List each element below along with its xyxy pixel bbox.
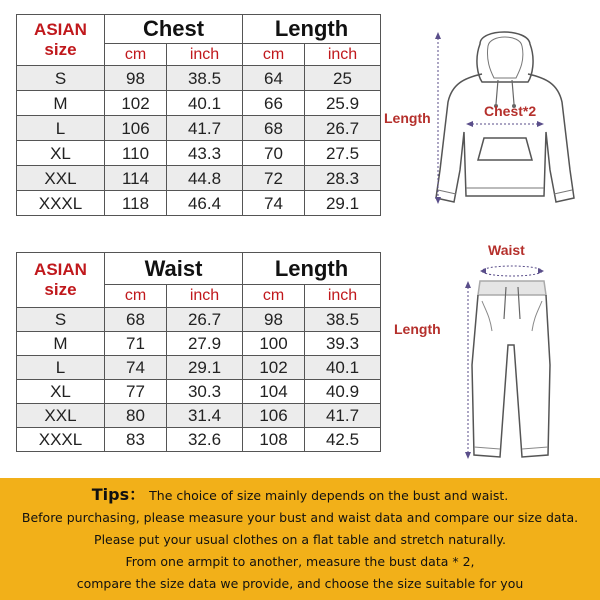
tips-line-3: Please put your usual clothes on a flat table and stretch naturally. [94, 532, 506, 547]
chest-header: Chest [105, 15, 243, 44]
size-name: L [17, 356, 105, 380]
tips-panel [0, 478, 600, 600]
chest-inch: 41.7 [167, 116, 243, 141]
pants-illustration [380, 235, 600, 475]
pants-size-table [16, 252, 381, 452]
unit-inch: inch [167, 44, 243, 66]
length-inch: 25.9 [305, 91, 381, 116]
tips-line-1 [0, 484, 600, 507]
asian-label: ASIAN [34, 260, 87, 279]
waist-inch: 26.7 [167, 308, 243, 332]
size-name: XXXL [17, 428, 105, 452]
table-row [17, 141, 381, 166]
unit-inch: inch [305, 44, 381, 66]
size-name: M [17, 332, 105, 356]
length-cm: 70 [243, 141, 305, 166]
unit-cm: cm [105, 285, 167, 308]
waist-cm: 80 [105, 404, 167, 428]
table-row [17, 166, 381, 191]
unit-cm: cm [243, 44, 305, 66]
pants-waist-label: Waist [488, 242, 525, 258]
chest-cm: 106 [105, 116, 167, 141]
size-label: size [44, 280, 77, 299]
tips-text-1: The choice of size mainly depends on the bust and waist. [149, 488, 509, 503]
table-row [17, 380, 381, 404]
length-inch: 42.5 [305, 428, 381, 452]
asian-label: ASIAN [34, 20, 87, 39]
chest-inch: 46.4 [167, 191, 243, 216]
waist-inch: 31.4 [167, 404, 243, 428]
hoodie-illustration [380, 20, 600, 220]
chest-cm: 98 [105, 66, 167, 91]
size-label: size [44, 40, 77, 59]
length-cm: 98 [243, 308, 305, 332]
table-row [17, 191, 381, 216]
size-name: XL [17, 380, 105, 404]
tips-line-2: Before purchasing, please measure your bust and waist data and compare our size data. [21, 510, 579, 525]
table-row [17, 428, 381, 452]
waist-header: Waist [105, 253, 243, 285]
length-cm: 106 [243, 404, 305, 428]
length-cm: 102 [243, 356, 305, 380]
length-cm: 74 [243, 191, 305, 216]
hoodie-size-table [16, 14, 381, 216]
length-header: Length [243, 253, 381, 285]
tips-title: Tips： [91, 485, 146, 504]
table-row [17, 66, 381, 91]
waist-cm: 74 [105, 356, 167, 380]
waist-inch: 27.9 [167, 332, 243, 356]
chest-inch: 40.1 [167, 91, 243, 116]
waist-inch: 29.1 [167, 356, 243, 380]
size-name: XXL [17, 404, 105, 428]
waist-inch: 30.3 [167, 380, 243, 404]
length-inch: 28.3 [305, 166, 381, 191]
pants-length-label: Length [394, 321, 441, 337]
size-name: XXXL [17, 191, 105, 216]
size-name: S [17, 66, 105, 91]
length-inch: 40.9 [305, 380, 381, 404]
table-row [17, 356, 381, 380]
table-row [17, 308, 381, 332]
length-inch: 29.1 [305, 191, 381, 216]
chest-inch: 38.5 [167, 66, 243, 91]
hoodie-chest-label: Chest*2 [484, 103, 537, 119]
asian-size-header [17, 253, 105, 308]
length-inch: 26.7 [305, 116, 381, 141]
unit-inch: inch [305, 285, 381, 308]
hoodie-length-label: Length [384, 110, 431, 126]
size-name: XXL [17, 166, 105, 191]
length-inch: 25 [305, 66, 381, 91]
waist-cm: 77 [105, 380, 167, 404]
length-inch: 39.3 [305, 332, 381, 356]
tips-line-4: From one armpit to another, measure the bust data * 2, [125, 554, 475, 569]
length-inch: 40.1 [305, 356, 381, 380]
length-cm: 108 [243, 428, 305, 452]
waist-inch: 32.6 [167, 428, 243, 452]
length-cm: 72 [243, 166, 305, 191]
waist-cm: 83 [105, 428, 167, 452]
chest-inch: 44.8 [167, 166, 243, 191]
chest-cm: 110 [105, 141, 167, 166]
size-name: M [17, 91, 105, 116]
tips-line-5: compare the size data we provide, and choose the size suitable for you [76, 576, 524, 591]
pants-drawing [380, 235, 600, 475]
size-name: L [17, 116, 105, 141]
chest-cm: 118 [105, 191, 167, 216]
length-cm: 100 [243, 332, 305, 356]
waist-cm: 68 [105, 308, 167, 332]
length-cm: 66 [243, 91, 305, 116]
unit-cm: cm [243, 285, 305, 308]
length-inch: 27.5 [305, 141, 381, 166]
length-cm: 68 [243, 116, 305, 141]
chest-cm: 114 [105, 166, 167, 191]
size-name: S [17, 308, 105, 332]
asian-size-header [17, 15, 105, 66]
table-row [17, 404, 381, 428]
length-cm: 64 [243, 66, 305, 91]
waist-cm: 71 [105, 332, 167, 356]
size-name: XL [17, 141, 105, 166]
table-row [17, 91, 381, 116]
unit-inch: inch [167, 285, 243, 308]
length-inch: 41.7 [305, 404, 381, 428]
chest-cm: 102 [105, 91, 167, 116]
table-row [17, 116, 381, 141]
length-cm: 104 [243, 380, 305, 404]
length-header: Length [243, 15, 381, 44]
chest-inch: 43.3 [167, 141, 243, 166]
unit-cm: cm [105, 44, 167, 66]
length-inch: 38.5 [305, 308, 381, 332]
table-row [17, 332, 381, 356]
